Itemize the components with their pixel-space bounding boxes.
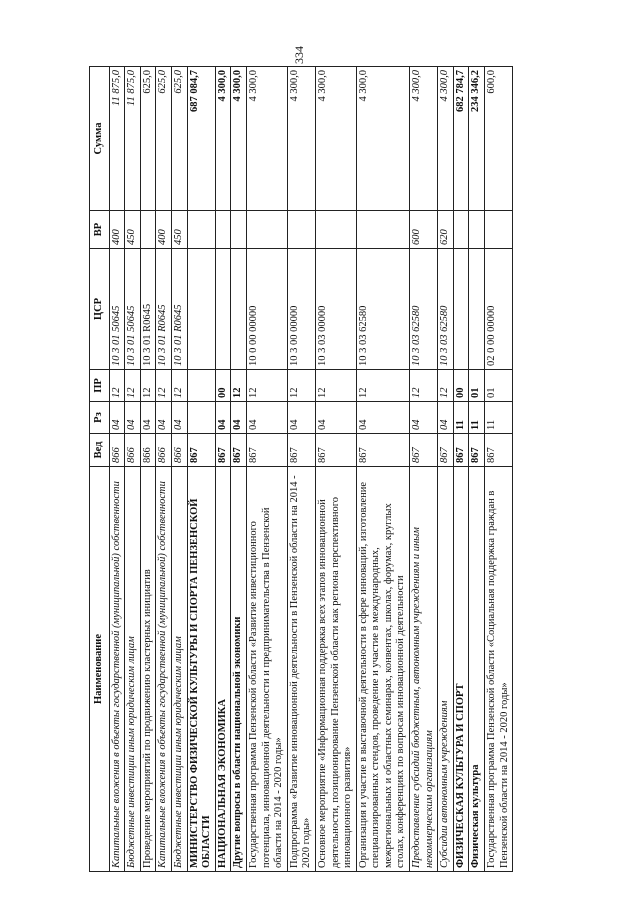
cell-vr <box>485 211 513 249</box>
cell-ved: 867 <box>469 434 485 467</box>
table-row <box>246 67 287 872</box>
cell-csr: 10 3 03 62580 <box>438 249 454 370</box>
cell-csr: 02 0 00 00000 <box>485 249 513 370</box>
cell-sum: 11 875,0 <box>125 67 141 211</box>
cell-rz: 04 <box>438 402 454 434</box>
table-row <box>438 67 454 872</box>
cell-csr: 10 3 01 50645 <box>125 249 141 370</box>
cell-name: Капитальные вложения в объекты государственной (муниципальной) собственности <box>156 467 172 872</box>
table-row <box>231 67 247 872</box>
cell-pr: 12 <box>438 370 454 402</box>
cell-name: Бюджетные инвестиции иным юридическим лицам <box>125 467 141 872</box>
cell-csr: 10 3 01 50645 <box>109 249 125 370</box>
rotated-page-content <box>89 67 549 872</box>
cell-name: Капитальные вложения в объекты государственной (муниципальной) собственности <box>109 467 125 872</box>
cell-ved: 867 <box>231 434 247 467</box>
header-pr: ПР <box>90 370 110 402</box>
table-body <box>109 67 513 872</box>
cell-vr: 620 <box>438 211 454 249</box>
page-number: 334 <box>292 46 306 64</box>
budget-table <box>89 66 513 872</box>
cell-pr: 00 <box>453 370 469 402</box>
header-rz: Рз <box>90 402 110 434</box>
cell-rz: 04 <box>215 402 231 434</box>
cell-ved: 866 <box>109 434 125 467</box>
cell-csr: 10 3 03 62580 <box>410 249 438 370</box>
cell-name: Государственная программа Пензенской области «Развитие инвестиционного потенциала, инновационной деятельности и предпринимательства в Пензенской области на 2014 - 2020 годы» <box>246 467 287 872</box>
header-sum: Сумма <box>90 67 110 211</box>
cell-rz: 04 <box>356 402 409 434</box>
cell-rz: 04 <box>410 402 438 434</box>
cell-vr: 450 <box>171 211 187 249</box>
cell-vr <box>187 211 215 249</box>
cell-pr: 12 <box>125 370 141 402</box>
cell-name: МИНИСТЕРСТВО ФИЗИЧЕСКОЙ КУЛЬТУРЫ И СПОРТА ПЕНЗЕНСКОЙ ОБЛАСТИ <box>187 467 215 872</box>
cell-rz: 04 <box>287 402 315 434</box>
cell-sum: 600,0 <box>485 67 513 211</box>
cell-vr <box>231 211 247 249</box>
cell-rz: 11 <box>453 402 469 434</box>
table-row <box>125 67 141 872</box>
table-row <box>187 67 215 872</box>
cell-ved: 867 <box>485 434 513 467</box>
cell-pr: 12 <box>156 370 172 402</box>
cell-vr: 450 <box>125 211 141 249</box>
table-row <box>171 67 187 872</box>
cell-ved: 867 <box>410 434 438 467</box>
cell-vr: 400 <box>109 211 125 249</box>
cell-vr <box>246 211 287 249</box>
table-row <box>469 67 485 872</box>
cell-csr: 10 3 01 R0645 <box>171 249 187 370</box>
header-csr: ЦСР <box>90 249 110 370</box>
cell-csr <box>469 249 485 370</box>
cell-ved: 867 <box>453 434 469 467</box>
cell-sum: 625,0 <box>171 67 187 211</box>
cell-csr: 10 3 03 00000 <box>315 249 356 370</box>
cell-rz: 11 <box>485 402 513 434</box>
cell-ved: 867 <box>187 434 215 467</box>
cell-rz: 04 <box>231 402 247 434</box>
cell-sum: 4 300,0 <box>438 67 454 211</box>
cell-sum: 4 300,0 <box>356 67 409 211</box>
cell-vr: 400 <box>156 211 172 249</box>
cell-sum: 4 300,0 <box>231 67 247 211</box>
cell-pr: 12 <box>246 370 287 402</box>
cell-vr <box>215 211 231 249</box>
cell-pr <box>187 370 215 402</box>
table-row <box>410 67 438 872</box>
table-row <box>140 67 156 872</box>
cell-name: Другие вопросы в области национальной экономики <box>231 467 247 872</box>
cell-vr: 600 <box>410 211 438 249</box>
cell-sum: 625,0 <box>156 67 172 211</box>
table-row <box>156 67 172 872</box>
cell-rz: 04 <box>246 402 287 434</box>
cell-csr <box>453 249 469 370</box>
cell-sum: 4 300,0 <box>410 67 438 211</box>
header-ved: Вед <box>90 434 110 467</box>
table-row <box>485 67 513 872</box>
cell-name: Предоставление субсидий бюджетным, автономным учреждениям и иным некоммерческим организациям <box>410 467 438 872</box>
cell-pr: 12 <box>109 370 125 402</box>
cell-pr: 12 <box>356 370 409 402</box>
cell-vr <box>140 211 156 249</box>
cell-name: Организация и участие в выставочной деятельности в сфере инноваций, изготовление специализированных стендов, проведение и участие в международных, межрегиональных и областных семинарах, конвентах, школах, форумах, круглых столах, конференциях по вопросам инновационной деятельности <box>356 467 409 872</box>
cell-sum: 11 875,0 <box>109 67 125 211</box>
table-row <box>109 67 125 872</box>
cell-pr: 00 <box>215 370 231 402</box>
cell-ved: 867 <box>215 434 231 467</box>
cell-vr <box>453 211 469 249</box>
cell-sum: 234 346,2 <box>469 67 485 211</box>
cell-name: Основное мероприятие «Информационная поддержка всех этапов инновационной деятельности, позиционирование Пензенской области как региона перспективного инновационного развития» <box>315 467 356 872</box>
cell-sum: 687 084,7 <box>187 67 215 211</box>
cell-rz <box>187 402 215 434</box>
cell-rz: 04 <box>156 402 172 434</box>
cell-pr: 12 <box>171 370 187 402</box>
cell-name: Государственная программа Пензенской области «Социальная поддержка граждан в Пензенской области на 2014 - 2020 годы» <box>485 467 513 872</box>
cell-name: Субсидии автономным учреждениям <box>438 467 454 872</box>
cell-name: Подпрограмма «Развитие инновационной деятельности в Пензенской области на 2014 - 2020 годы» <box>287 467 315 872</box>
cell-name: Проведение мероприятий по продвижению кластерных инициатив <box>140 467 156 872</box>
cell-rz: 04 <box>315 402 356 434</box>
cell-sum: 4 300,0 <box>287 67 315 211</box>
cell-csr <box>231 249 247 370</box>
cell-csr <box>187 249 215 370</box>
cell-sum: 4 300,0 <box>246 67 287 211</box>
table-row <box>356 67 409 872</box>
cell-csr: 10 3 00 00000 <box>287 249 315 370</box>
cell-ved: 866 <box>125 434 141 467</box>
cell-rz: 04 <box>171 402 187 434</box>
cell-vr <box>315 211 356 249</box>
header-vr: ВР <box>90 211 110 249</box>
cell-csr: 10 3 03 62580 <box>356 249 409 370</box>
cell-name: Физическая культура <box>469 467 485 872</box>
cell-vr <box>469 211 485 249</box>
cell-ved: 867 <box>246 434 287 467</box>
cell-pr: 12 <box>231 370 247 402</box>
cell-pr: 01 <box>469 370 485 402</box>
cell-csr <box>215 249 231 370</box>
cell-csr: 10 0 00 00000 <box>246 249 287 370</box>
cell-ved: 866 <box>171 434 187 467</box>
cell-ved: 866 <box>140 434 156 467</box>
cell-pr: 12 <box>287 370 315 402</box>
cell-name: Бюджетные инвестиции иным юридическим лицам <box>171 467 187 872</box>
cell-pr: 12 <box>315 370 356 402</box>
cell-pr: 12 <box>410 370 438 402</box>
cell-name: НАЦИОНАЛЬНАЯ ЭКОНОМИКА <box>215 467 231 872</box>
cell-ved: 867 <box>287 434 315 467</box>
cell-csr: 10 3 01 R0645 <box>156 249 172 370</box>
cell-rz: 04 <box>109 402 125 434</box>
cell-vr <box>287 211 315 249</box>
table-row <box>315 67 356 872</box>
cell-sum: 625,0 <box>140 67 156 211</box>
cell-ved: 867 <box>438 434 454 467</box>
cell-sum: 682 784,7 <box>453 67 469 211</box>
cell-vr <box>356 211 409 249</box>
table-row <box>453 67 469 872</box>
cell-pr: 12 <box>140 370 156 402</box>
table-row <box>287 67 315 872</box>
cell-rz: 11 <box>469 402 485 434</box>
cell-ved: 867 <box>356 434 409 467</box>
cell-rz: 04 <box>125 402 141 434</box>
cell-ved: 867 <box>315 434 356 467</box>
table-row <box>215 67 231 872</box>
cell-csr: 10 3 01 R0645 <box>140 249 156 370</box>
table-header-row <box>90 67 110 872</box>
header-name: Наименование <box>90 467 110 872</box>
cell-rz: 04 <box>140 402 156 434</box>
cell-name: ФИЗИЧЕСКАЯ КУЛЬТУРА И СПОРТ <box>453 467 469 872</box>
cell-ved: 866 <box>156 434 172 467</box>
cell-sum: 4 300,0 <box>215 67 231 211</box>
cell-pr: 01 <box>485 370 513 402</box>
cell-sum: 4 300,0 <box>315 67 356 211</box>
